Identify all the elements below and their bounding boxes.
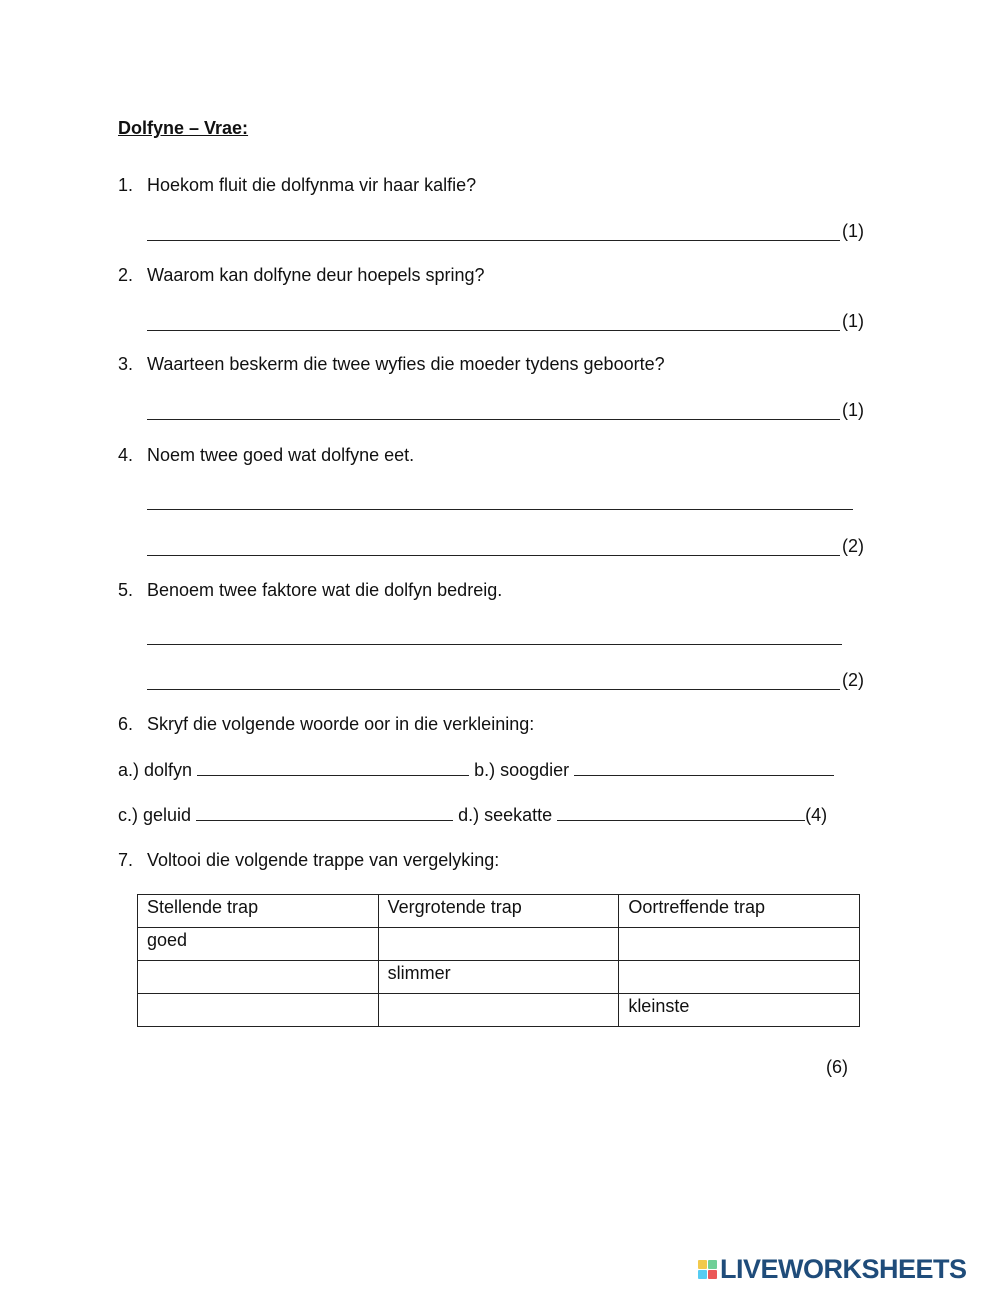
table-cell: slimmer xyxy=(378,961,619,994)
worksheet-title: Dolfyne – Vrae: xyxy=(118,118,249,138)
question-number: 3. xyxy=(118,354,134,374)
table-row xyxy=(138,928,860,961)
mark-1: (1) xyxy=(842,221,864,241)
mark-5: (2) xyxy=(842,670,864,690)
mark-3: (1) xyxy=(842,400,864,420)
table-input-cell[interactable] xyxy=(138,994,379,1027)
liveworksheets-logo xyxy=(698,1254,967,1285)
table-cell: goed xyxy=(138,928,379,961)
question-text: Noem twee goed wat dolfyne eet. xyxy=(147,445,415,465)
diminutive-row-2 xyxy=(118,805,827,826)
mark-4: (2) xyxy=(842,536,864,556)
answer-line-2[interactable] xyxy=(147,330,840,331)
diminutive-row-1 xyxy=(118,760,834,781)
logo-square xyxy=(698,1260,707,1269)
logo-square xyxy=(708,1260,717,1269)
mark-7: (6) xyxy=(826,1057,848,1077)
table-row xyxy=(138,961,860,994)
word-dolfyn: a.) dolfyn xyxy=(118,760,193,780)
question-text: Skryf die volgende woorde oor in die verkleining: xyxy=(147,714,535,734)
answer-line-4b[interactable] xyxy=(147,555,840,556)
logo-text: LIVEWORKSHEETS xyxy=(720,1254,967,1284)
question-text: Waarom kan dolfyne deur hoepels spring? xyxy=(147,265,485,285)
answer-line-5b[interactable] xyxy=(147,689,840,690)
question-text: Waarteen beskerm die twee wyfies die moeder tydens geboorte? xyxy=(147,354,665,374)
question-2 xyxy=(118,265,485,286)
logo-square xyxy=(698,1270,707,1279)
table-input-cell[interactable] xyxy=(619,961,860,994)
question-text: Hoekom fluit die dolfynma vir haar kalfie? xyxy=(147,175,477,195)
table-input-cell[interactable] xyxy=(138,961,379,994)
table-input-cell[interactable] xyxy=(378,928,619,961)
question-1 xyxy=(118,175,476,196)
question-number: 2. xyxy=(118,265,134,285)
blank-dolfyn[interactable] xyxy=(197,761,469,776)
header-oortreffende: Oortreffende trap xyxy=(619,895,860,928)
question-number: 5. xyxy=(118,580,134,600)
table-row xyxy=(138,994,860,1027)
question-number: 6. xyxy=(118,714,134,734)
word-soogdier: b.) soogdier xyxy=(474,760,570,780)
question-6 xyxy=(118,714,534,735)
blank-seekatte[interactable] xyxy=(557,806,805,821)
header-stellende: Stellende trap xyxy=(138,895,379,928)
table-input-cell[interactable] xyxy=(378,994,619,1027)
table-cell: kleinste xyxy=(619,994,860,1027)
question-number: 4. xyxy=(118,445,134,465)
answer-line-3[interactable] xyxy=(147,419,840,420)
question-7 xyxy=(118,850,499,871)
blank-geluid[interactable] xyxy=(196,806,453,821)
word-geluid: c.) geluid xyxy=(118,805,192,825)
comparison-table xyxy=(137,894,860,1027)
question-3 xyxy=(118,354,665,375)
logo-squares-icon xyxy=(698,1260,717,1279)
answer-line-4a[interactable] xyxy=(147,509,853,510)
header-vergrotende: Vergrotende trap xyxy=(378,895,619,928)
question-4 xyxy=(118,445,414,466)
mark-6: (4) xyxy=(805,805,828,825)
table-header-row xyxy=(138,895,860,928)
word-seekatte: d.) seekatte xyxy=(458,805,553,825)
answer-line-5a[interactable] xyxy=(147,644,842,645)
table-input-cell[interactable] xyxy=(619,928,860,961)
question-number: 1. xyxy=(118,175,134,195)
mark-2: (1) xyxy=(842,311,864,331)
question-text: Benoem twee faktore wat die dolfyn bedreig. xyxy=(147,580,503,600)
blank-soogdier[interactable] xyxy=(574,761,834,776)
logo-square xyxy=(708,1270,717,1279)
question-number: 7. xyxy=(118,850,134,870)
question-5 xyxy=(118,580,502,601)
question-text: Voltooi die volgende trappe van vergelyking: xyxy=(147,850,500,870)
answer-line-1[interactable] xyxy=(147,240,840,241)
